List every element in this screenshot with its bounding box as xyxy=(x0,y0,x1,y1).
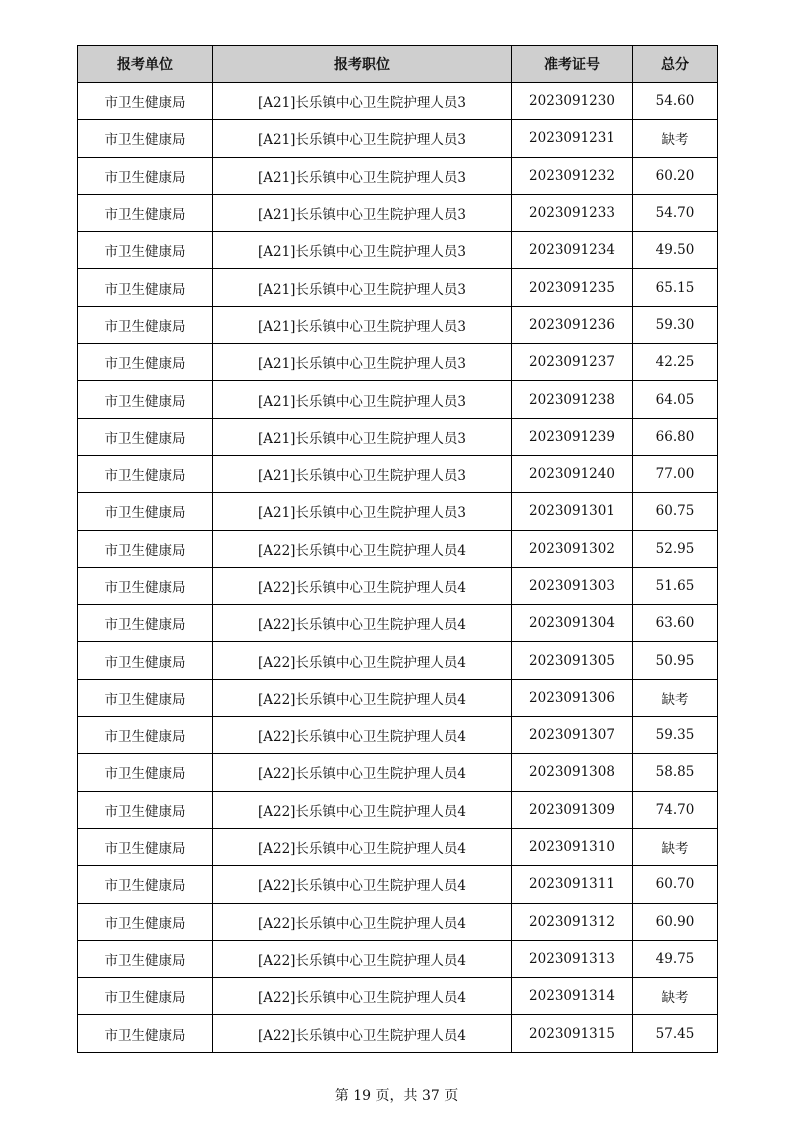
table-row xyxy=(78,903,718,940)
cell-ticket-number: 2023091307 xyxy=(512,717,633,754)
page-number: 第 19 页，共 37 页 xyxy=(334,1088,459,1104)
cell-total-score: 54.70 xyxy=(633,194,718,231)
cell-total-score: 缺考 xyxy=(633,828,718,865)
cell-position: [A22]长乐镇中心卫生院护理人员4 xyxy=(213,791,512,828)
cell-position: [A22]长乐镇中心卫生院护理人员4 xyxy=(213,978,512,1015)
cell-total-score: 60.20 xyxy=(633,157,718,194)
cell-unit: 市卫生健康局 xyxy=(78,381,213,418)
cell-unit: 市卫生健康局 xyxy=(78,567,213,604)
cell-unit: 市卫生健康局 xyxy=(78,269,213,306)
cell-unit: 市卫生健康局 xyxy=(78,866,213,903)
cell-total-score: 74.70 xyxy=(633,791,718,828)
cell-position: [A21]长乐镇中心卫生院护理人员3 xyxy=(213,306,512,343)
cell-ticket-number: 2023091302 xyxy=(512,530,633,567)
table-row xyxy=(78,978,718,1015)
cell-ticket-number: 2023091233 xyxy=(512,194,633,231)
cell-total-score: 54.60 xyxy=(633,83,718,120)
cell-unit: 市卫生健康局 xyxy=(78,940,213,977)
cell-position: [A22]长乐镇中心卫生院护理人员4 xyxy=(213,1015,512,1052)
cell-total-score: 77.00 xyxy=(633,455,718,492)
cell-unit: 市卫生健康局 xyxy=(78,493,213,530)
cell-position: [A22]长乐镇中心卫生院护理人员4 xyxy=(213,679,512,716)
results-table xyxy=(77,45,718,1053)
cell-position: [A22]长乐镇中心卫生院护理人员4 xyxy=(213,567,512,604)
cell-unit: 市卫生健康局 xyxy=(78,605,213,642)
table-row xyxy=(78,83,718,120)
table-row xyxy=(78,717,718,754)
cell-position: [A21]长乐镇中心卫生院护理人员3 xyxy=(213,83,512,120)
cell-total-score: 65.15 xyxy=(633,269,718,306)
cell-total-score: 49.50 xyxy=(633,232,718,269)
table-row xyxy=(78,754,718,791)
cell-ticket-number: 2023091236 xyxy=(512,306,633,343)
table-row xyxy=(78,866,718,903)
cell-position: [A22]长乐镇中心卫生院护理人员4 xyxy=(213,754,512,791)
cell-ticket-number: 2023091313 xyxy=(512,940,633,977)
cell-total-score: 63.60 xyxy=(633,605,718,642)
cell-ticket-number: 2023091232 xyxy=(512,157,633,194)
cell-position: [A21]长乐镇中心卫生院护理人员3 xyxy=(213,120,512,157)
cell-ticket-number: 2023091301 xyxy=(512,493,633,530)
cell-total-score: 52.95 xyxy=(633,530,718,567)
table-row xyxy=(78,642,718,679)
table-row xyxy=(78,194,718,231)
cell-total-score: 57.45 xyxy=(633,1015,718,1052)
cell-unit: 市卫生健康局 xyxy=(78,642,213,679)
cell-unit: 市卫生健康局 xyxy=(78,679,213,716)
cell-total-score: 60.90 xyxy=(633,903,718,940)
table-row xyxy=(78,381,718,418)
cell-position: [A22]长乐镇中心卫生院护理人员4 xyxy=(213,903,512,940)
cell-total-score: 51.65 xyxy=(633,567,718,604)
cell-total-score: 58.85 xyxy=(633,754,718,791)
cell-position: [A21]长乐镇中心卫生院护理人员3 xyxy=(213,157,512,194)
cell-ticket-number: 2023091312 xyxy=(512,903,633,940)
table-row xyxy=(78,940,718,977)
table-row xyxy=(78,493,718,530)
table-row xyxy=(78,791,718,828)
cell-total-score: 60.70 xyxy=(633,866,718,903)
table-row xyxy=(78,567,718,604)
cell-unit: 市卫生健康局 xyxy=(78,717,213,754)
cell-position: [A21]长乐镇中心卫生院护理人员3 xyxy=(213,455,512,492)
cell-total-score: 64.05 xyxy=(633,381,718,418)
table-row xyxy=(78,269,718,306)
table-body xyxy=(78,83,718,1053)
table-row xyxy=(78,232,718,269)
cell-unit: 市卫生健康局 xyxy=(78,978,213,1015)
table-row xyxy=(78,344,718,381)
cell-ticket-number: 2023091304 xyxy=(512,605,633,642)
cell-ticket-number: 2023091237 xyxy=(512,344,633,381)
header-row xyxy=(78,46,718,83)
cell-position: [A21]长乐镇中心卫生院护理人员3 xyxy=(213,418,512,455)
cell-unit: 市卫生健康局 xyxy=(78,418,213,455)
header-position: 报考职位 xyxy=(213,46,512,83)
cell-unit: 市卫生健康局 xyxy=(78,344,213,381)
table-row xyxy=(78,157,718,194)
header-unit: 报考单位 xyxy=(78,46,213,83)
table-row xyxy=(78,828,718,865)
cell-ticket-number: 2023091308 xyxy=(512,754,633,791)
table-row xyxy=(78,120,718,157)
cell-ticket-number: 2023091314 xyxy=(512,978,633,1015)
cell-position: [A22]长乐镇中心卫生院护理人员4 xyxy=(213,530,512,567)
table-header xyxy=(78,46,718,83)
cell-ticket-number: 2023091315 xyxy=(512,1015,633,1052)
cell-total-score: 缺考 xyxy=(633,679,718,716)
cell-position: [A22]长乐镇中心卫生院护理人员4 xyxy=(213,828,512,865)
cell-ticket-number: 2023091305 xyxy=(512,642,633,679)
cell-ticket-number: 2023091235 xyxy=(512,269,633,306)
cell-ticket-number: 2023091230 xyxy=(512,83,633,120)
cell-position: [A21]长乐镇中心卫生院护理人员3 xyxy=(213,232,512,269)
table-row xyxy=(78,1015,718,1052)
cell-unit: 市卫生健康局 xyxy=(78,903,213,940)
cell-total-score: 缺考 xyxy=(633,120,718,157)
cell-unit: 市卫生健康局 xyxy=(78,306,213,343)
cell-position: [A22]长乐镇中心卫生院护理人员4 xyxy=(213,605,512,642)
cell-unit: 市卫生健康局 xyxy=(78,791,213,828)
cell-ticket-number: 2023091309 xyxy=(512,791,633,828)
table-row xyxy=(78,605,718,642)
cell-unit: 市卫生健康局 xyxy=(78,1015,213,1052)
header-total-score: 总分 xyxy=(633,46,718,83)
cell-position: [A22]长乐镇中心卫生院护理人员4 xyxy=(213,940,512,977)
cell-total-score: 缺考 xyxy=(633,978,718,1015)
cell-position: [A22]长乐镇中心卫生院护理人员4 xyxy=(213,642,512,679)
cell-position: [A21]长乐镇中心卫生院护理人员3 xyxy=(213,194,512,231)
cell-ticket-number: 2023091239 xyxy=(512,418,633,455)
cell-total-score: 50.95 xyxy=(633,642,718,679)
cell-total-score: 60.75 xyxy=(633,493,718,530)
cell-total-score: 59.35 xyxy=(633,717,718,754)
cell-unit: 市卫生健康局 xyxy=(78,828,213,865)
cell-ticket-number: 2023091238 xyxy=(512,381,633,418)
table-row xyxy=(78,455,718,492)
cell-position: [A22]长乐镇中心卫生院护理人员4 xyxy=(213,866,512,903)
table-row xyxy=(78,418,718,455)
cell-ticket-number: 2023091303 xyxy=(512,567,633,604)
cell-unit: 市卫生健康局 xyxy=(78,232,213,269)
cell-unit: 市卫生健康局 xyxy=(78,530,213,567)
cell-ticket-number: 2023091310 xyxy=(512,828,633,865)
cell-unit: 市卫生健康局 xyxy=(78,455,213,492)
cell-ticket-number: 2023091240 xyxy=(512,455,633,492)
cell-position: [A22]长乐镇中心卫生院护理人员4 xyxy=(213,717,512,754)
cell-unit: 市卫生健康局 xyxy=(78,83,213,120)
table-row xyxy=(78,306,718,343)
cell-unit: 市卫生健康局 xyxy=(78,754,213,791)
cell-total-score: 66.80 xyxy=(633,418,718,455)
table-row xyxy=(78,679,718,716)
cell-ticket-number: 2023091311 xyxy=(512,866,633,903)
cell-total-score: 42.25 xyxy=(633,344,718,381)
table-row xyxy=(78,530,718,567)
cell-position: [A21]长乐镇中心卫生院护理人员3 xyxy=(213,269,512,306)
cell-ticket-number: 2023091234 xyxy=(512,232,633,269)
cell-unit: 市卫生健康局 xyxy=(78,120,213,157)
cell-ticket-number: 2023091306 xyxy=(512,679,633,716)
cell-position: [A21]长乐镇中心卫生院护理人员3 xyxy=(213,493,512,530)
cell-unit: 市卫生健康局 xyxy=(78,157,213,194)
cell-unit: 市卫生健康局 xyxy=(78,194,213,231)
cell-position: [A21]长乐镇中心卫生院护理人员3 xyxy=(213,381,512,418)
cell-position: [A21]长乐镇中心卫生院护理人员3 xyxy=(213,344,512,381)
header-ticket-number: 准考证号 xyxy=(512,46,633,83)
cell-total-score: 59.30 xyxy=(633,306,718,343)
cell-total-score: 49.75 xyxy=(633,940,718,977)
cell-ticket-number: 2023091231 xyxy=(512,120,633,157)
